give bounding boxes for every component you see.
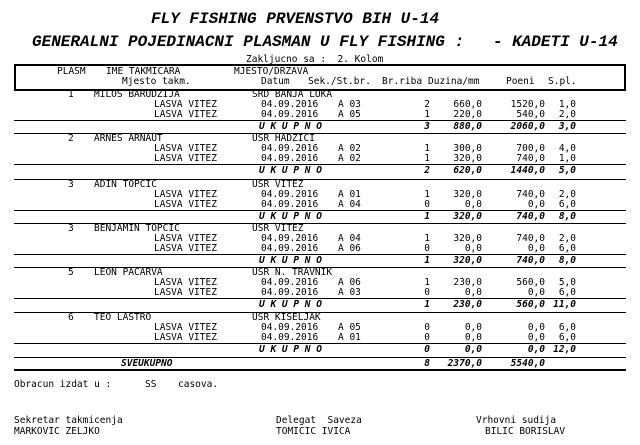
row-sector: A 05 <box>338 109 361 120</box>
row-date: 04.09.2016 <box>261 109 319 120</box>
page-subtitle: GENERALNI POJEDINACNI PLASMAN U FLY FISHING : - KADETI U-14 <box>32 33 618 51</box>
row-place: LASVA VITEZ <box>154 277 217 288</box>
total-spl: 12,0 <box>553 344 576 355</box>
row-date: 04.09.2016 <box>261 243 319 254</box>
header-br-riba: Br.riba <box>382 76 423 87</box>
row-sector: A 03 <box>338 99 361 110</box>
row-date: 04.09.2016 <box>261 143 319 154</box>
row-fish: 0 <box>424 322 430 333</box>
signature-secretary-name: MARKOVIC ZELJKO <box>14 426 100 437</box>
row-fish: 1 <box>424 189 430 200</box>
competitor-club: USR N. TRAVNIK <box>252 267 333 278</box>
total-fish: 3 <box>424 121 430 132</box>
row-sector: A 02 <box>338 143 361 154</box>
row-place: LASVA VITEZ <box>154 322 217 333</box>
signature-delegate-name: TOMICIC IVICA <box>276 426 351 437</box>
competitor-club: USR VITEZ <box>252 179 304 190</box>
table-left-border <box>14 64 16 90</box>
row-sector: A 05 <box>338 322 361 333</box>
total-label: U K U P N O <box>259 165 322 176</box>
row-length: 660,0 <box>453 99 482 110</box>
row-place: LASVA VITEZ <box>154 243 217 254</box>
row-sector: A 04 <box>338 233 361 244</box>
competitor-club: SRD BANJA LUKA <box>252 89 333 100</box>
row-length: 0,0 <box>464 287 482 298</box>
signature-delegate-title: Delegat Saveza <box>276 415 362 426</box>
row-spl: 2,0 <box>558 189 576 200</box>
total-spl: 11,0 <box>553 299 576 310</box>
row-place: LASVA VITEZ <box>154 332 217 343</box>
row-fish: 1 <box>424 233 430 244</box>
row-place: LASVA VITEZ <box>154 233 217 244</box>
row-place: LASVA VITEZ <box>154 109 217 120</box>
page-title: FLY FISHING PRVENSTVO BIH U-14 <box>151 10 440 28</box>
row-spl: 1,0 <box>558 153 576 164</box>
header-duzina: Duzina/mm <box>428 76 480 87</box>
row-length: 0,0 <box>464 199 482 210</box>
row-place: LASVA VITEZ <box>154 287 217 298</box>
header-poeni: Poeni <box>506 76 535 87</box>
total-length: 880,0 <box>453 121 482 132</box>
row-spl: 4,0 <box>558 143 576 154</box>
row-spl: 2,0 <box>558 109 576 120</box>
grand-total-length: 2370,0 <box>447 358 482 369</box>
row-sector: A 04 <box>338 199 361 210</box>
competitor-club: USR HADZICI <box>252 133 315 144</box>
competitor-club: USR VITEZ <box>252 223 304 234</box>
total-points: 740,0 <box>516 255 545 266</box>
row-date: 04.09.2016 <box>261 153 319 164</box>
total-length: 230,0 <box>453 299 482 310</box>
row-date: 04.09.2016 <box>261 332 319 343</box>
total-length: 0,0 <box>464 344 482 355</box>
total-fish: 1 <box>424 211 430 222</box>
header-spl: S.pl. <box>548 76 577 87</box>
row-fish: 0 <box>424 332 430 343</box>
total-length: 320,0 <box>453 211 482 222</box>
header-plasm: PLASM <box>57 66 86 77</box>
row-points: 700,0 <box>516 143 545 154</box>
obracun-casova: casova. <box>178 379 219 390</box>
row-place: LASVA VITEZ <box>154 199 217 210</box>
row-length: 320,0 <box>453 153 482 164</box>
row-length: 0,0 <box>464 243 482 254</box>
header-sek: Sek./St.br. <box>308 76 371 87</box>
row-fish: 0 <box>424 199 430 210</box>
competitor-rank: 3 <box>68 179 74 190</box>
total-length: 620,0 <box>453 165 482 176</box>
row-sector: A 01 <box>338 189 361 200</box>
total-spl: 8,0 <box>558 255 576 266</box>
row-points: 540,0 <box>516 109 545 120</box>
row-fish: 1 <box>424 109 430 120</box>
row-spl: 6,0 <box>558 322 576 333</box>
grand-total-points: 5540,0 <box>510 358 545 369</box>
row-date: 04.09.2016 <box>261 199 319 210</box>
total-fish: 2 <box>424 165 430 176</box>
table-bottom-border <box>14 369 626 371</box>
header-datum: Datum <box>261 76 290 87</box>
row-spl: 6,0 <box>558 199 576 210</box>
row-place: LASVA VITEZ <box>154 153 217 164</box>
row-sector: A 03 <box>338 287 361 298</box>
total-length: 320,0 <box>453 255 482 266</box>
grand-total-fish: 8 <box>424 358 430 369</box>
closing-note: Zakljucno sa : 2. Kolom <box>246 54 384 65</box>
row-points: 0,0 <box>527 322 545 333</box>
row-points: 740,0 <box>516 233 545 244</box>
total-spl: 8,0 <box>558 211 576 222</box>
row-points: 740,0 <box>516 189 545 200</box>
competitor-name: LEON PACARVA <box>94 267 163 278</box>
total-points: 740,0 <box>516 211 545 222</box>
row-date: 04.09.2016 <box>261 322 319 333</box>
competitor-name: BENJAMIN TOPCIC <box>94 223 180 234</box>
row-place: LASVA VITEZ <box>154 189 217 200</box>
header-ime: IME TAKMICARA <box>106 66 181 77</box>
row-points: 0,0 <box>527 332 545 343</box>
obracun-label: Obracun izdat u : <box>14 379 112 390</box>
row-sector: A 01 <box>338 332 361 343</box>
total-label: U K U P N O <box>259 255 322 266</box>
row-spl: 6,0 <box>558 332 576 343</box>
total-label: U K U P N O <box>259 121 322 132</box>
row-points: 1520,0 <box>510 99 545 110</box>
total-points: 1440,0 <box>510 165 545 176</box>
row-length: 320,0 <box>453 233 482 244</box>
competitor-rank: 3 <box>68 223 74 234</box>
signature-secretary-title: Sekretar takmicenja <box>14 415 123 426</box>
total-points: 560,0 <box>516 299 545 310</box>
competitor-rank: 1 <box>68 89 74 100</box>
competitor-name: ARNES ARNAUT <box>94 133 163 144</box>
row-points: 0,0 <box>527 287 545 298</box>
competitor-club: USR KISELJAK <box>252 312 321 323</box>
competitor-rank: 5 <box>68 267 74 278</box>
total-spl: 3,0 <box>558 121 576 132</box>
row-length: 320,0 <box>453 189 482 200</box>
row-length: 220,0 <box>453 109 482 120</box>
total-fish: 0 <box>424 344 430 355</box>
obracun-ss: SS <box>145 379 157 390</box>
total-fish: 1 <box>424 255 430 266</box>
row-fish: 0 <box>424 243 430 254</box>
row-sector: A 06 <box>338 277 361 288</box>
row-date: 04.09.2016 <box>261 189 319 200</box>
row-length: 0,0 <box>464 322 482 333</box>
signature-judge-title: Vrhovni sudija <box>476 415 557 426</box>
total-fish: 1 <box>424 299 430 310</box>
row-spl: 6,0 <box>558 243 576 254</box>
row-spl: 6,0 <box>558 287 576 298</box>
competitor-name: ADIN TOPCIC <box>94 179 157 190</box>
total-spl: 5,0 <box>558 165 576 176</box>
competitor-rank: 2 <box>68 133 74 144</box>
row-length: 0,0 <box>464 332 482 343</box>
row-spl: 2,0 <box>558 233 576 244</box>
row-sector: A 06 <box>338 243 361 254</box>
grand-total-label: SVEUKUPNO <box>121 358 173 369</box>
row-fish: 0 <box>424 287 430 298</box>
signature-judge-name: BILIC BORISLAV <box>485 426 566 437</box>
competitor-name: TEO LASTRO <box>94 312 152 323</box>
row-date: 04.09.2016 <box>261 287 319 298</box>
total-label: U K U P N O <box>259 344 322 355</box>
table-right-border <box>624 64 626 90</box>
row-sector: A 02 <box>338 153 361 164</box>
row-points: 0,0 <box>527 243 545 254</box>
total-label: U K U P N O <box>259 211 322 222</box>
competitor-name: MILOS BARUDZIJA <box>94 89 180 100</box>
row-points: 560,0 <box>516 277 545 288</box>
row-fish: 1 <box>424 143 430 154</box>
row-points: 0,0 <box>527 199 545 210</box>
row-date: 04.09.2016 <box>261 233 319 244</box>
row-date: 04.09.2016 <box>261 99 319 110</box>
row-spl: 5,0 <box>558 277 576 288</box>
header-mjesto-drzava: MJESTO/DRZAVA <box>234 66 309 77</box>
total-points: 0,0 <box>527 344 545 355</box>
total-label: U K U P N O <box>259 299 322 310</box>
row-length: 300,0 <box>453 143 482 154</box>
row-fish: 1 <box>424 277 430 288</box>
row-spl: 1,0 <box>558 99 576 110</box>
total-points: 2060,0 <box>510 121 545 132</box>
row-date: 04.09.2016 <box>261 277 319 288</box>
row-fish: 2 <box>424 99 430 110</box>
row-place: LASVA VITEZ <box>154 99 217 110</box>
row-points: 740,0 <box>516 153 545 164</box>
row-fish: 1 <box>424 153 430 164</box>
header-mjesto-takm: Mjesto takm. <box>122 76 191 87</box>
competitor-rank: 6 <box>68 312 74 323</box>
row-length: 230,0 <box>453 277 482 288</box>
row-place: LASVA VITEZ <box>154 143 217 154</box>
